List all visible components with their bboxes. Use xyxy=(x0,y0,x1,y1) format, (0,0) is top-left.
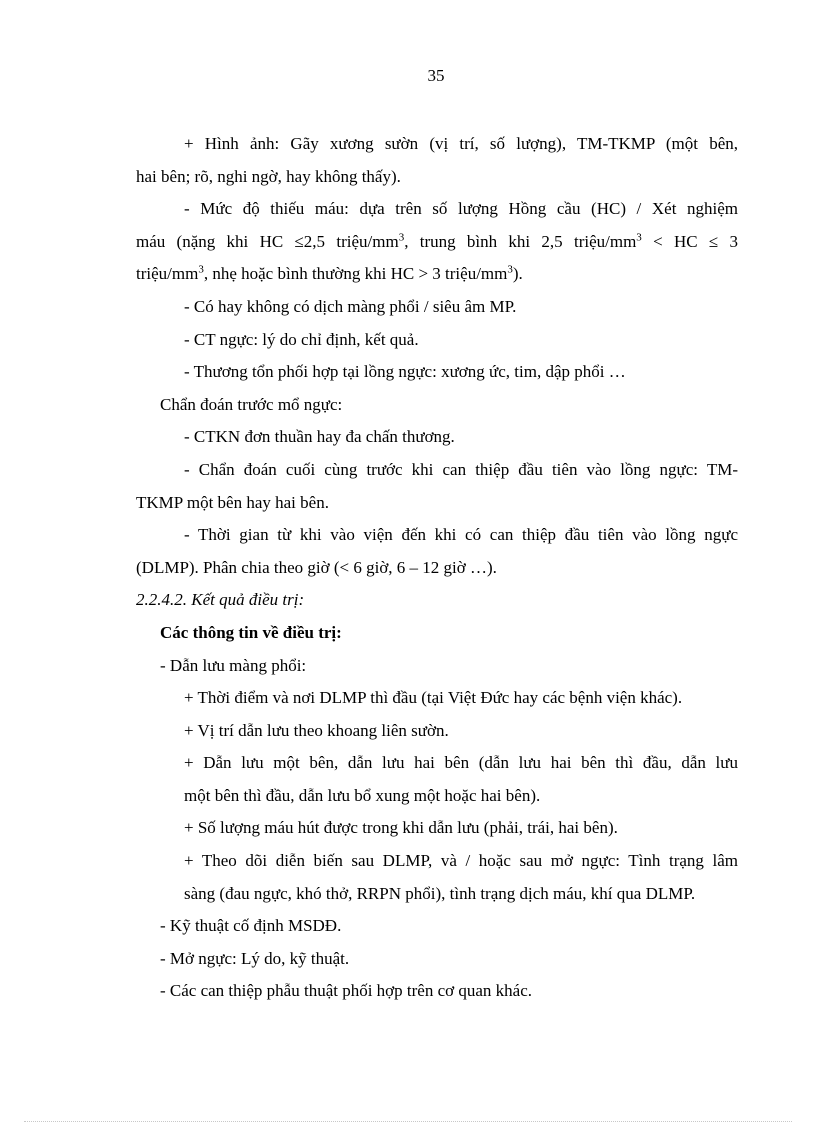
text-line: - CT ngực: lý do chỉ định, kết quả. xyxy=(184,329,419,349)
section-heading: 2.2.4.2. Kết quả điều trị: xyxy=(136,590,305,610)
text-line xyxy=(136,226,738,259)
superscript: 3 xyxy=(198,263,204,276)
superscript: 3 xyxy=(636,231,642,244)
text-segment: máu (nặng khi HC ≤2,5 triệu/mm xyxy=(136,231,399,251)
bullet-item xyxy=(136,389,738,422)
text-segment: Các thông tin về điều trị: xyxy=(160,622,342,642)
text-line: + Theo dõi diễn biến sau DLMP, và / hoặc sau mở ngực: Tình trạng lâm xyxy=(184,851,738,871)
text-line: - Chẩn đoán cuối cùng trước khi can thiệp đầu tiên vào lồng ngực: TM- xyxy=(184,459,738,479)
text-line: - Mở ngực: Lý do, kỹ thuật. xyxy=(160,948,350,968)
text-segment: Chẩn đoán trước mổ ngực: xyxy=(160,394,343,414)
text-line xyxy=(136,258,738,291)
text-line: - Dẫn lưu màng phổi: xyxy=(160,655,307,675)
text-segment: triệu/mm xyxy=(136,264,199,284)
text-line: + Dẫn lưu một bên, dẫn lưu hai bên (dẫn lưu hai bên thì đầu, dẫn lưu xyxy=(184,753,738,773)
superscript: 3 xyxy=(507,263,513,276)
text-segment: ). xyxy=(512,264,523,284)
text-line: + Vị trí dẫn lưu theo khoang liên sườn. xyxy=(184,720,449,740)
text-line: - Có hay không có dịch màng phổi / siêu âm MP. xyxy=(184,296,517,316)
text-line: + Hình ảnh: Gãy xương sườn (vị trí, số lượng), TM-TKMP (một bên, xyxy=(184,134,738,153)
text-line: (DLMP). Phân chia theo giờ (< 6 giờ, 6 – 12 giờ …). xyxy=(136,557,497,577)
text-line: một bên thì đầu, dẫn lưu bổ xung một hoặc hai bên). xyxy=(184,785,541,805)
text-line: - Mức độ thiếu máu: dựa trên số lượng Hồng cầu (HC) / Xét nghiệm xyxy=(184,199,738,219)
text-line: + Thời điểm và nơi DLMP thì đầu (tại Việt Đức hay các bệnh viện khác). xyxy=(184,688,683,708)
page-number: 35 xyxy=(427,66,445,85)
text-line: TKMP một bên hay hai bên. xyxy=(136,492,329,512)
document-body xyxy=(136,128,738,1008)
superscript: 3 xyxy=(398,231,405,244)
text-segment: , trung bình khi 2,5 triệu/mm xyxy=(404,231,637,251)
text-line: - Các can thiệp phẫu thuật phối hợp trên cơ quan khác. xyxy=(160,981,533,1001)
text-line: - CTKN đơn thuần hay đa chấn thương. xyxy=(184,427,455,447)
text-line: + Số lượng máu hút được trong khi dẫn lưu (phải, trái, hai bên). xyxy=(184,818,618,838)
text-segment: , nhẹ hoặc bình thường khi HC > 3 triệu/mm xyxy=(203,264,508,284)
text-line: hai bên; rõ, nghi ngờ, hay không thấy). xyxy=(136,166,401,186)
text-line: sàng (đau ngực, khó thở, RRPN phổi), tình trạng dịch máu, khí qua DLMP. xyxy=(184,883,696,903)
page-bottom-rule xyxy=(24,1121,792,1122)
text-line: - Thời gian từ khi vào viện đến khi có can thiệp đầu tiên vào lồng ngực xyxy=(184,525,738,545)
text-line: - Thương tổn phối hợp tại lồng ngực: xương ức, tim, dập phổi … xyxy=(184,362,626,382)
bullet-item xyxy=(136,617,738,650)
text-line: - Kỹ thuật cố định MSDĐ. xyxy=(160,916,342,936)
text-segment: < HC ≤ 3 xyxy=(641,231,738,251)
